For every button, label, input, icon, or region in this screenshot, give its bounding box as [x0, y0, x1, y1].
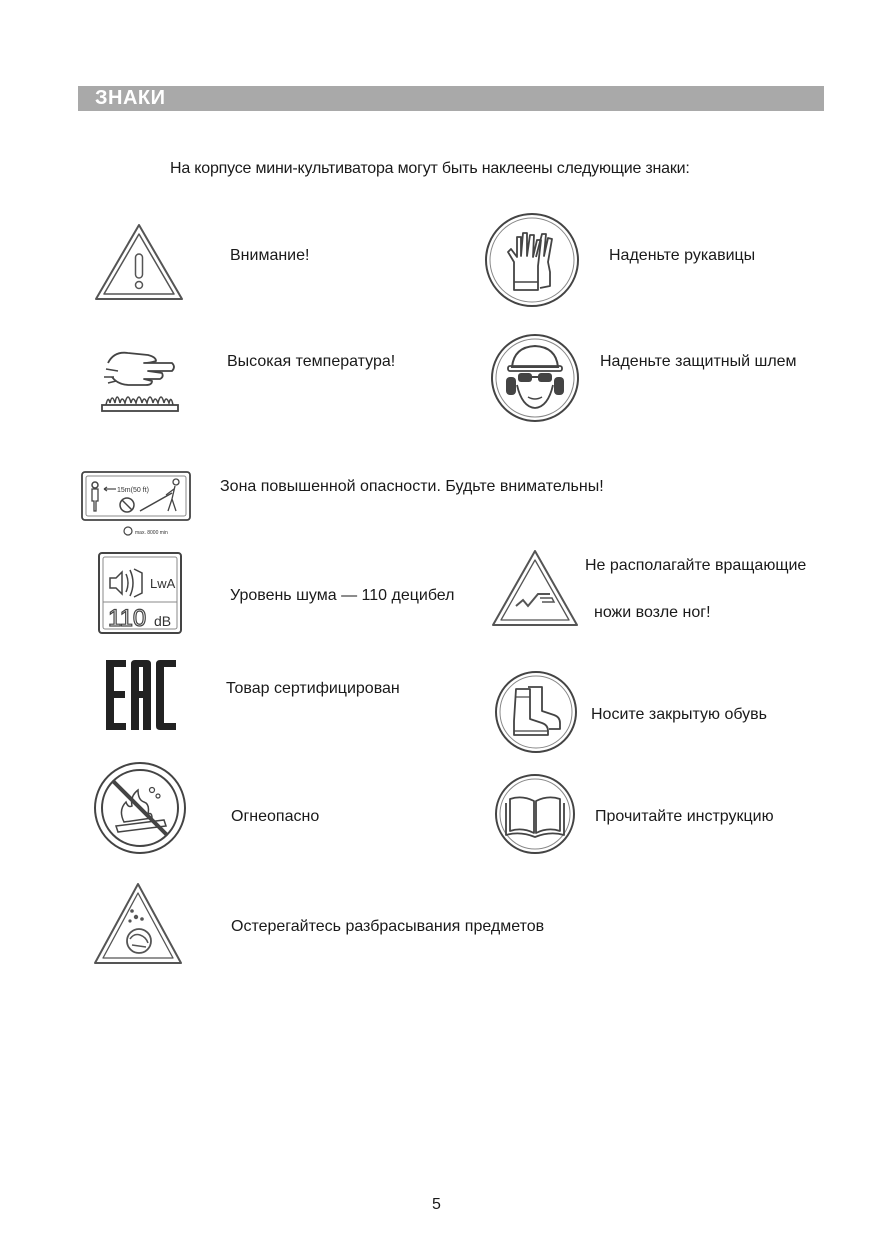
sign-label-rotating-knives-line1: Не располагайте вращающие: [585, 557, 807, 574]
sign-label-rotating-knives-line2: ножи возле ног!: [594, 604, 711, 621]
sign-label-high-temperature: Высокая температура!: [227, 353, 396, 370]
sign-label-read-manual: Прочитайте инструкцию: [595, 808, 774, 825]
sign-label-fire-hazard: Огнеопасно: [231, 808, 320, 825]
sign-label-certified: Товар сертифицирован: [226, 680, 400, 697]
safety-boots-icon: [494, 671, 578, 753]
read-manual-icon: [494, 773, 576, 855]
sign-label-flying-objects: Остерегайтесь разбрасывания предметов: [231, 918, 545, 935]
sign-label-noise-level: Уровень шума — 110 децибел: [230, 587, 455, 604]
rotating-blade-warning-icon: [490, 548, 580, 628]
noise-value-text: 110: [108, 605, 147, 632]
page-number: 5: [432, 1196, 441, 1213]
danger-max-text: max. 8000 min: [135, 530, 168, 536]
sign-label-helmet: Наденьте защитный шлем: [600, 353, 797, 370]
sign-label-danger-zone: Зона повышенной опасности. Будьте внимательны!: [220, 478, 604, 495]
danger-distance-text: 15m(50 ft): [117, 487, 149, 494]
section-header-bar: [78, 86, 824, 111]
gloves-icon: [484, 212, 580, 308]
noise-unit-text: dB: [154, 613, 172, 629]
hot-surface-icon: [100, 343, 180, 415]
sign-label-attention: Внимание!: [230, 247, 310, 264]
no-open-flame-icon: [92, 760, 188, 856]
intro-text: На корпусе мини-культиватора могут быть наклеены следующие знаки:: [170, 160, 690, 177]
noise-lwa-text: LwA: [150, 576, 176, 591]
sign-label-closed-shoes: Носите закрытую обувь: [591, 706, 768, 723]
eac-certification-icon: [106, 660, 178, 730]
section-title: ЗНАКИ: [95, 87, 166, 109]
flying-objects-warning-icon: [92, 881, 184, 967]
sign-label-gloves: Наденьте рукавицы: [609, 247, 756, 264]
noise-level-icon: [98, 552, 182, 634]
warning-triangle-icon: [93, 222, 185, 302]
helmet-icon: [490, 333, 580, 423]
danger-zone-icon: [80, 469, 194, 539]
